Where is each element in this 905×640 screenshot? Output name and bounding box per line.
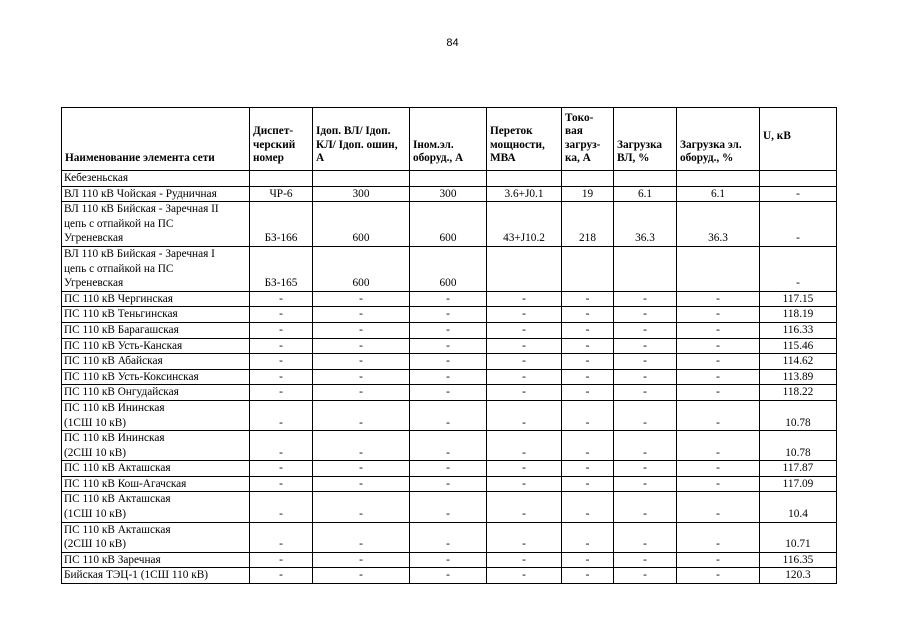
- table-cell: -: [614, 461, 677, 477]
- table-cell: -: [614, 431, 677, 461]
- table-cell: -: [313, 568, 410, 584]
- table-cell: -: [410, 522, 487, 552]
- table-row: [62, 568, 837, 584]
- table-cell: 116.33: [760, 322, 837, 338]
- table-row: [62, 354, 837, 370]
- table-cell: -: [614, 522, 677, 552]
- table-cell: БЗ-165: [250, 246, 313, 291]
- table-cell: 300: [410, 186, 487, 202]
- table-cell: -: [487, 291, 562, 307]
- table-cell: 600: [313, 246, 410, 291]
- element-name-cell: Бийская ТЭЦ-1 (1СШ 110 кВ): [62, 568, 250, 584]
- table-cell: -: [487, 354, 562, 370]
- table-cell: -: [250, 291, 313, 307]
- table-cell: -: [487, 431, 562, 461]
- element-name-cell: ВЛ 110 кВ Бийская - Заречная I цепь с отпайкой на ПС Угреневская: [62, 246, 250, 291]
- table-row: [62, 476, 837, 492]
- table-cell: 118.19: [760, 307, 837, 323]
- table-cell: -: [562, 322, 614, 338]
- table-cell: -: [487, 369, 562, 385]
- table-cell: -: [487, 461, 562, 477]
- table-cell: -: [250, 431, 313, 461]
- table-cell: -: [410, 492, 487, 522]
- table-row: [62, 552, 837, 568]
- table-cell: [313, 171, 410, 187]
- table-cell: 218: [562, 202, 614, 247]
- table-cell: 117.87: [760, 461, 837, 477]
- table-cell: -: [487, 322, 562, 338]
- table-cell: 43+J10.2: [487, 202, 562, 247]
- table-cell: -: [313, 552, 410, 568]
- element-name-cell: ПС 110 кВ Акташская: [62, 461, 250, 477]
- table-cell: -: [313, 385, 410, 401]
- table-cell: -: [677, 476, 760, 492]
- table-cell: [677, 171, 760, 187]
- table-cell: -: [410, 385, 487, 401]
- table-cell: -: [313, 291, 410, 307]
- table-cell: -: [562, 492, 614, 522]
- table-cell: -: [487, 400, 562, 430]
- table-cell: -: [760, 246, 837, 291]
- table-cell: -: [410, 369, 487, 385]
- table-cell: -: [562, 461, 614, 477]
- table-cell: -: [562, 400, 614, 430]
- table-cell: -: [677, 385, 760, 401]
- element-name-cell: ПС 110 кВ Заречная: [62, 552, 250, 568]
- table-cell: -: [410, 322, 487, 338]
- table-row: [62, 492, 837, 522]
- table-cell: -: [562, 369, 614, 385]
- element-name-cell: ПС 110 кВ Акташская (2СШ 10 кВ): [62, 522, 250, 552]
- table-cell: -: [677, 492, 760, 522]
- network-elements-table: [61, 107, 837, 584]
- table-cell: -: [614, 400, 677, 430]
- element-name-cell: ПС 110 кВ Ининская (2СШ 10 кВ): [62, 431, 250, 461]
- table-cell: -: [410, 461, 487, 477]
- column-header: Токо- вая загруз- ка, А: [562, 108, 614, 171]
- column-header: U, кВ: [760, 108, 837, 171]
- table-cell: -: [614, 385, 677, 401]
- table-cell: 10.4: [760, 492, 837, 522]
- table-cell: 19: [562, 186, 614, 202]
- table-cell: -: [614, 369, 677, 385]
- column-header: Загрузка ВЛ, %: [614, 108, 677, 171]
- table-cell: [614, 246, 677, 291]
- table-cell: 3.6+J0.1: [487, 186, 562, 202]
- table-cell: 117.15: [760, 291, 837, 307]
- table-cell: 36.3: [614, 202, 677, 247]
- table-cell: -: [677, 369, 760, 385]
- table-cell: -: [487, 492, 562, 522]
- table-cell: -: [410, 400, 487, 430]
- table-cell: -: [313, 476, 410, 492]
- table-cell: -: [487, 568, 562, 584]
- table-cell: -: [313, 431, 410, 461]
- table-cell: 117.09: [760, 476, 837, 492]
- element-name-cell: Кебезеньская: [62, 171, 250, 187]
- column-header: Загрузка эл. оборуд., %: [677, 108, 760, 171]
- table-row: [62, 291, 837, 307]
- table-cell: 113.89: [760, 369, 837, 385]
- table-cell: -: [250, 354, 313, 370]
- table-cell: 300: [313, 186, 410, 202]
- table-cell: -: [250, 385, 313, 401]
- table-cell: -: [313, 400, 410, 430]
- table-row: [62, 171, 837, 187]
- table-row: [62, 186, 837, 202]
- table-cell: [760, 171, 837, 187]
- table-cell: -: [562, 307, 614, 323]
- table-cell: -: [313, 322, 410, 338]
- table-row: [62, 522, 837, 552]
- table-cell: [614, 171, 677, 187]
- table-cell: -: [410, 476, 487, 492]
- table-row: [62, 431, 837, 461]
- table-cell: -: [677, 354, 760, 370]
- table-cell: -: [250, 461, 313, 477]
- table-cell: -: [250, 322, 313, 338]
- table-cell: 116.35: [760, 552, 837, 568]
- column-header: Наименование элемента сети: [62, 108, 250, 171]
- table-row: [62, 307, 837, 323]
- table-cell: -: [250, 568, 313, 584]
- table-row: [62, 322, 837, 338]
- table-cell: -: [313, 354, 410, 370]
- table-cell: -: [614, 476, 677, 492]
- table-cell: [410, 171, 487, 187]
- table-header-row: [62, 108, 837, 171]
- element-name-cell: ПС 110 кВ Акташская (1СШ 10 кВ): [62, 492, 250, 522]
- table-cell: -: [760, 186, 837, 202]
- table-cell: -: [562, 522, 614, 552]
- table-cell: -: [313, 522, 410, 552]
- table-cell: 114.62: [760, 354, 837, 370]
- table-cell: [487, 171, 562, 187]
- element-name-cell: ВЛ 110 кВ Бийская - Заречная II цепь с отпайкой на ПС Угреневская: [62, 202, 250, 247]
- table-cell: 600: [410, 202, 487, 247]
- table-cell: 600: [410, 246, 487, 291]
- table-cell: БЗ-166: [250, 202, 313, 247]
- table-cell: [677, 246, 760, 291]
- column-header: Iдоп. ВЛ/ Iдоп. КЛ/ Iдоп. ошин, А: [313, 108, 410, 171]
- table-cell: 36.3: [677, 202, 760, 247]
- element-name-cell: ПС 110 кВ Абайская: [62, 354, 250, 370]
- table-cell: -: [677, 461, 760, 477]
- element-name-cell: ПС 110 кВ Кош-Агачская: [62, 476, 250, 492]
- table-cell: [250, 171, 313, 187]
- table-row: [62, 369, 837, 385]
- table-cell: -: [313, 492, 410, 522]
- table-cell: -: [487, 476, 562, 492]
- table-cell: -: [562, 385, 614, 401]
- table-cell: -: [562, 568, 614, 584]
- table-cell: -: [250, 369, 313, 385]
- table-row: [62, 400, 837, 430]
- table-cell: -: [677, 307, 760, 323]
- table-cell: -: [410, 431, 487, 461]
- table-cell: 6.1: [614, 186, 677, 202]
- table-cell: -: [410, 552, 487, 568]
- table-cell: -: [410, 354, 487, 370]
- table-cell: -: [250, 492, 313, 522]
- table-cell: -: [677, 322, 760, 338]
- table-cell: -: [562, 552, 614, 568]
- table-cell: -: [562, 291, 614, 307]
- table-row: [62, 385, 837, 401]
- table-cell: -: [410, 307, 487, 323]
- table-cell: -: [250, 522, 313, 552]
- table-cell: -: [677, 568, 760, 584]
- table-cell: -: [250, 338, 313, 354]
- column-header: Iном.эл. оборуд., А: [410, 108, 487, 171]
- table-cell: -: [562, 431, 614, 461]
- table-cell: -: [614, 322, 677, 338]
- table-cell: -: [250, 476, 313, 492]
- table-cell: -: [250, 552, 313, 568]
- element-name-cell: ПС 110 кВ Онгудайская: [62, 385, 250, 401]
- table-body: [62, 171, 837, 584]
- table-cell: -: [614, 307, 677, 323]
- table-cell: -: [677, 522, 760, 552]
- element-name-cell: ПС 110 кВ Теньгинская: [62, 307, 250, 323]
- table-cell: -: [487, 307, 562, 323]
- element-name-cell: ПС 110 кВ Ининская (1СШ 10 кВ): [62, 400, 250, 430]
- table-cell: -: [562, 354, 614, 370]
- table-cell: 600: [313, 202, 410, 247]
- table-cell: -: [677, 400, 760, 430]
- table-cell: 10.78: [760, 431, 837, 461]
- table-cell: -: [562, 476, 614, 492]
- table-cell: -: [562, 338, 614, 354]
- element-name-cell: ПС 110 кВ Усть-Канская: [62, 338, 250, 354]
- table-cell: -: [760, 202, 837, 247]
- page-number: 84: [446, 37, 459, 49]
- table-cell: -: [410, 338, 487, 354]
- table-cell: -: [614, 354, 677, 370]
- element-name-cell: ПС 110 кВ Чергинская: [62, 291, 250, 307]
- table-cell: -: [410, 568, 487, 584]
- table-cell: -: [614, 338, 677, 354]
- table-cell: -: [614, 492, 677, 522]
- element-name-cell: ПС 110 кВ Барагашская: [62, 322, 250, 338]
- column-header: Переток мощности, МВА: [487, 108, 562, 171]
- table-cell: -: [487, 552, 562, 568]
- table-cell: -: [614, 552, 677, 568]
- table-cell: -: [614, 291, 677, 307]
- table-row: [62, 246, 837, 291]
- table-cell: 115.46: [760, 338, 837, 354]
- table-cell: 6.1: [677, 186, 760, 202]
- table-cell: 120.3: [760, 568, 837, 584]
- table-cell: -: [313, 461, 410, 477]
- element-name-cell: ВЛ 110 кВ Чойская - Рудничная: [62, 186, 250, 202]
- table-cell: -: [487, 338, 562, 354]
- table-cell: -: [614, 568, 677, 584]
- table-cell: 10.78: [760, 400, 837, 430]
- table-cell: ЧР-6: [250, 186, 313, 202]
- column-header: Диспет- черский номер: [250, 108, 313, 171]
- table-cell: -: [677, 431, 760, 461]
- table-cell: [487, 246, 562, 291]
- table-cell: -: [487, 385, 562, 401]
- table-cell: [562, 171, 614, 187]
- table-cell: 118.22: [760, 385, 837, 401]
- table-cell: -: [313, 338, 410, 354]
- table-row: [62, 202, 837, 247]
- table-cell: -: [677, 291, 760, 307]
- table-cell: -: [313, 307, 410, 323]
- table-cell: 10.71: [760, 522, 837, 552]
- table-row: [62, 338, 837, 354]
- table-cell: -: [487, 522, 562, 552]
- element-name-cell: ПС 110 кВ Усть-Коксинская: [62, 369, 250, 385]
- table-cell: -: [677, 338, 760, 354]
- table-cell: -: [250, 307, 313, 323]
- table-cell: -: [313, 369, 410, 385]
- table-cell: -: [410, 291, 487, 307]
- table-cell: -: [250, 400, 313, 430]
- table-cell: [562, 246, 614, 291]
- table-cell: -: [677, 552, 760, 568]
- table-row: [62, 461, 837, 477]
